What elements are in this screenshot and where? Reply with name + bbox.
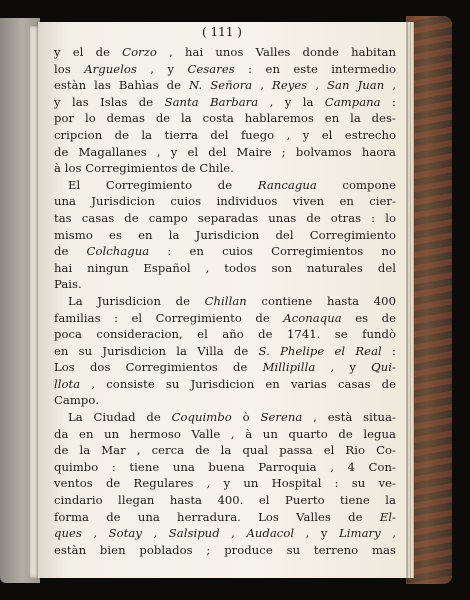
text-run: de la Mar , cerca de la qual passa el Rio Co-	[54, 443, 396, 458]
text-line	[54, 144, 396, 161]
text-line	[54, 509, 396, 526]
paragraph	[54, 293, 396, 409]
text-run: ,	[384, 78, 396, 93]
italic-run: Reyes	[272, 78, 308, 93]
text-run: y las Islas de	[54, 94, 165, 109]
text-line	[54, 426, 396, 443]
text-line	[54, 227, 396, 244]
italic-run: Coquimbo	[171, 410, 232, 425]
text-line	[54, 326, 396, 343]
italic-run: Qui-	[371, 360, 396, 375]
text-line	[54, 442, 396, 459]
paragraph	[54, 44, 396, 177]
text-run: :	[381, 343, 396, 358]
text-line	[54, 77, 396, 94]
text-run: El Corregimiento de	[68, 177, 258, 192]
italic-run: Cesares	[187, 61, 235, 76]
italic-run: Chillan	[204, 293, 247, 308]
book-page	[38, 22, 406, 578]
text-run: familias : el Corregimiento de	[54, 310, 284, 325]
italic-run: El-	[379, 509, 396, 524]
text-run: ,	[219, 526, 247, 541]
text-run: ò	[231, 410, 261, 425]
text-line	[54, 542, 396, 559]
text-run: tas casas de campo separadas unas de otras : lo	[54, 210, 396, 225]
text-run: una Jurisdicion cuios individuos viven en cier-	[54, 194, 396, 209]
text-run: : en este intermedio	[234, 61, 397, 76]
italic-run: Millipilla	[262, 360, 316, 375]
paragraph	[54, 409, 396, 558]
text-line	[54, 392, 396, 409]
text-run: estàn las Bahìas de	[54, 78, 190, 93]
text-run: La Jurisdicion de	[68, 293, 205, 308]
text-run: compone	[316, 177, 396, 192]
text-run: , està situa-	[302, 410, 396, 425]
text-run: cripcion de la tierra del fuego , y el estrecho	[54, 127, 396, 142]
text-line	[54, 260, 396, 277]
text-run: contiene hasta 400	[246, 293, 396, 308]
italic-run: S. Phelipe el Real	[258, 343, 382, 358]
text-run: mismo es en la Jurisdicion del Corregimiento	[54, 227, 396, 242]
text-line	[54, 61, 396, 78]
text-run: poca consideracion, el año de 1741. se fundò	[54, 327, 396, 342]
italic-run: Santa Barbara	[164, 94, 259, 109]
text-run: , y	[315, 360, 372, 375]
paragraph	[54, 177, 396, 293]
text-run: Los dos Corregimientos de	[54, 360, 263, 375]
text-run: ,	[141, 526, 169, 541]
text-run: de Magallanes , y el del Maire ; bolvamos haora	[54, 144, 396, 159]
text-run: , y	[136, 61, 188, 76]
text-run: los	[54, 61, 85, 76]
text-run: Pais.	[54, 277, 82, 292]
text-run: de	[54, 244, 87, 259]
italic-run: Arguelos	[84, 61, 137, 76]
text-line	[54, 243, 396, 260]
text-run: ,	[252, 78, 273, 93]
text-line	[54, 475, 396, 492]
text-line	[54, 193, 396, 210]
italic-run: San Juan	[327, 78, 385, 93]
italic-run: Aconaqua	[283, 310, 342, 325]
text-line	[54, 359, 396, 376]
text-line	[54, 525, 396, 542]
text-run: y el de	[54, 45, 123, 59]
text-line	[54, 310, 396, 327]
italic-run: Salsipud	[168, 526, 220, 541]
text-run: estàn bien poblados ; produce su terreno mas	[54, 542, 396, 557]
text-run: forma de una herradura. Los Valles de	[54, 509, 380, 524]
text-run: : en cuios Corregimientos no	[149, 244, 397, 259]
text-run: es de	[341, 310, 397, 325]
italic-run: Audacol	[246, 526, 295, 541]
text-run: hai ningun Español , todos son naturales del	[54, 260, 396, 275]
text-run: en su Jurisdicion la Villa de	[54, 343, 259, 358]
text-run: , y	[294, 526, 340, 541]
italic-run: Sotay	[108, 526, 142, 541]
text-run: por lo demas de la costa hablaremos en la des-	[54, 111, 396, 126]
italic-run: Serena	[260, 410, 303, 425]
text-line	[54, 177, 396, 194]
italic-run: N. Señora	[189, 78, 253, 93]
italic-run: Corzo	[122, 45, 157, 59]
text-line	[54, 293, 396, 310]
text-run: ventos de Regulares , y un Hospital : su ve-	[54, 476, 396, 491]
italic-run: ques	[54, 526, 82, 541]
text-line	[54, 343, 396, 360]
text-run: , consiste su Jurisdicion en varias casas de	[80, 376, 396, 391]
text-line	[54, 160, 396, 177]
italic-run: Colchagua	[86, 244, 150, 259]
text-run: , y la	[258, 94, 325, 109]
text-line	[54, 409, 396, 426]
italic-run: llota	[54, 376, 81, 391]
text-run: ,	[307, 78, 328, 93]
italic-run: Limary	[339, 526, 381, 541]
text-run: quimbo : tiene una buena Parroquia , 4 Con-	[54, 459, 396, 474]
text-run: :	[380, 94, 396, 109]
text-run: cindario llegan hasta 400. el Puerto tiene la	[54, 493, 396, 508]
text-line	[54, 376, 396, 393]
text-line	[54, 44, 396, 61]
text-run: , hai unos Valles donde habitan	[156, 45, 397, 59]
text-line	[54, 492, 396, 509]
text-line	[54, 210, 396, 227]
text-line	[54, 110, 396, 127]
text-run: da en un hermoso Valle , à un quarto de legua	[54, 426, 396, 441]
text-run: à los Corregimientos de Chile.	[54, 161, 234, 176]
text-line	[54, 459, 396, 476]
text-run: Campo.	[54, 393, 99, 408]
text-run: La Ciudad de	[68, 410, 172, 425]
text-line	[54, 276, 396, 293]
italic-run: Campana	[324, 94, 381, 109]
page-text	[54, 44, 396, 558]
page-number: ( 111 )	[202, 25, 242, 39]
text-line	[54, 127, 396, 144]
text-run: ,	[81, 526, 109, 541]
text-run: ,	[380, 526, 396, 541]
text-line	[54, 94, 396, 111]
italic-run: Rancagua	[257, 177, 317, 192]
